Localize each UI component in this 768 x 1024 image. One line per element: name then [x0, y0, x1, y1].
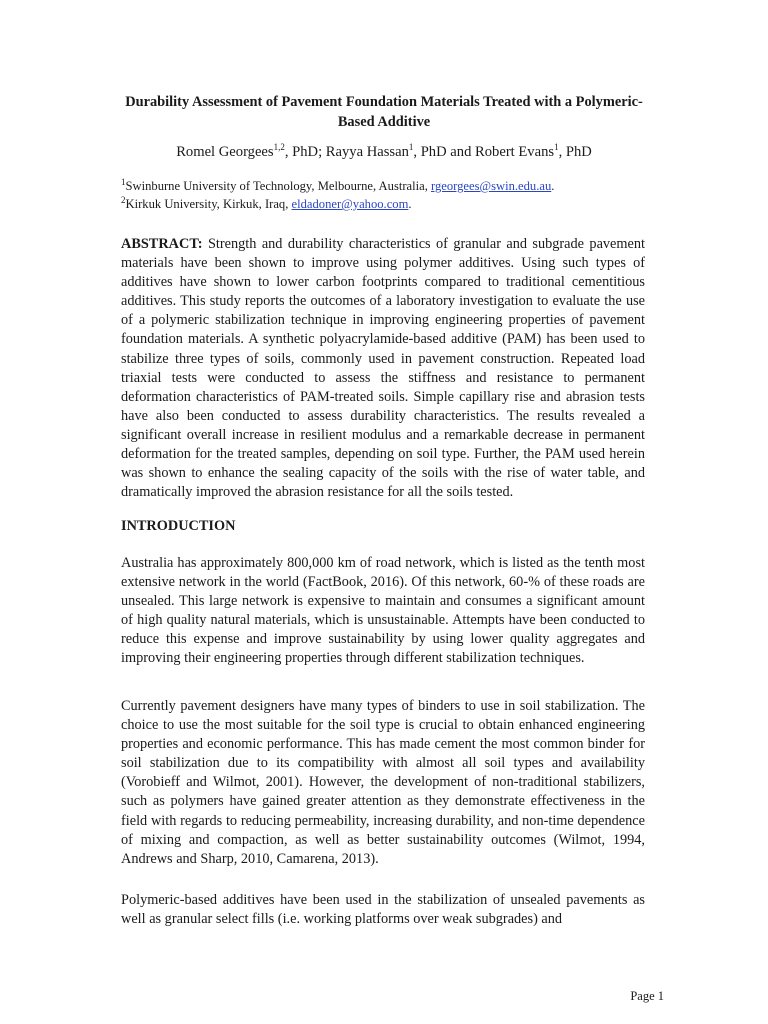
- author-degree: , PhD: [558, 144, 592, 160]
- paper-title: Durability Assessment of Pavement Foundation Materials Treated with a Polymeric-Based Additive: [125, 94, 643, 130]
- body-paragraph: Currently pavement designers have many types of binders to use in soil stabilization. The choice to use the most suitable for the soil type is crucial to obtain enhanced engineering properties and economic performance. This has made cement the most common binder for soil stabilization due to its compatibility with almost all soil types and availability (Vorobieff and Wilmot, 2001). However, the development of non-traditional stabilizers, such as polymers have gained greater attention as they demonstrate effectiveness in the field with regards to reducing permeability, increasing durability, and non-time dependence of mixing and compaction, as well as better sustainability outcomes (Wilmot, 1994, Andrews and Sharp, 2010, Camarena, 2013).: [121, 698, 645, 867]
- author-name: Romel Georgees: [176, 144, 274, 160]
- abstract-text: Strength and durability characteristics of granular and subgrade pavement materials have been shown to improve using polymer additives. Using such types of additives have shown to lower carbon footprints compared to traditional cementitious additives. This study reports the outcomes of a laboratory investigation to evaluate the use of a polymeric stabilization technique in improving engineering properties of pavement foundation materials. A synthetic polyacrylamide-based additive (PAM) has been used to stabilize three types of soils, commonly used in pavement construction. Repeated load triaxial tests were conducted to assess the stiffness and resistance to permanent deformation characteristics of PAM-treated soils. Simple capillary rise and abrasion tests have also been conducted to assess durability characteristics. The results revealed a significant overall increase in resilient modulus and a remarkable decrease in permanent deformation for the treated samples, depending on soil type. Further, the PAM used herein was shown to enhance the sealing capacity of the soils with the rise of water table, and dramatically improved the abrasion resistance for all the soils tested.: [121, 236, 645, 501]
- affiliation-period: .: [551, 179, 555, 193]
- author-degree: , PhD and: [413, 144, 476, 160]
- affiliation-text: Swinburne University of Technology, Melbourne, Australia,: [125, 179, 432, 193]
- page-number: Page 1: [630, 989, 664, 1003]
- author-name: Rayya Hassan: [325, 144, 409, 160]
- email-link[interactable]: eldadoner@yahoo.com: [291, 197, 409, 211]
- author-line: [100, 142, 668, 162]
- affiliation-2: [121, 196, 661, 212]
- author-name: Robert Evans: [475, 144, 555, 160]
- email-link[interactable]: rgeorgees@swin.edu.au: [431, 179, 552, 193]
- section-heading-introduction: INTRODUCTION: [121, 518, 236, 534]
- author-affiliation-mark: 1: [554, 142, 559, 153]
- affiliation-period: .: [408, 197, 412, 211]
- author-affiliation-mark: 1,2: [273, 142, 285, 153]
- affiliation-mark: 2: [121, 194, 126, 205]
- abstract-label: ABSTRACT:: [121, 236, 203, 252]
- body-paragraph: Australia has approximately 800,000 km of road network, which is listed as the tenth most extensive network in the world (FactBook, 2016). Of this network, 60-% of these roads are unsealed. This large network is expensive to maintain and consumes a significant amount of high quality natural materials, which is unsustainable. Attempts have been conducted to reduce this expense and improve sustainability by using lower quality aggregates and improving their engineering properties through different stabilization techniques.: [121, 555, 645, 667]
- affiliation-1: [121, 178, 661, 194]
- author-degree: , PhD;: [284, 144, 326, 160]
- abstract: [121, 235, 645, 502]
- body-paragraph: Polymeric-based additives have been used in the stabilization of unsealed pavements as well as granular select fills (i.e. working platforms over weak subgrades) and: [121, 892, 645, 928]
- affiliation-mark: 1: [121, 176, 126, 187]
- affiliation-text: Kirkuk University, Kirkuk, Iraq,: [125, 197, 292, 211]
- author-affiliation-mark: 1: [408, 142, 414, 153]
